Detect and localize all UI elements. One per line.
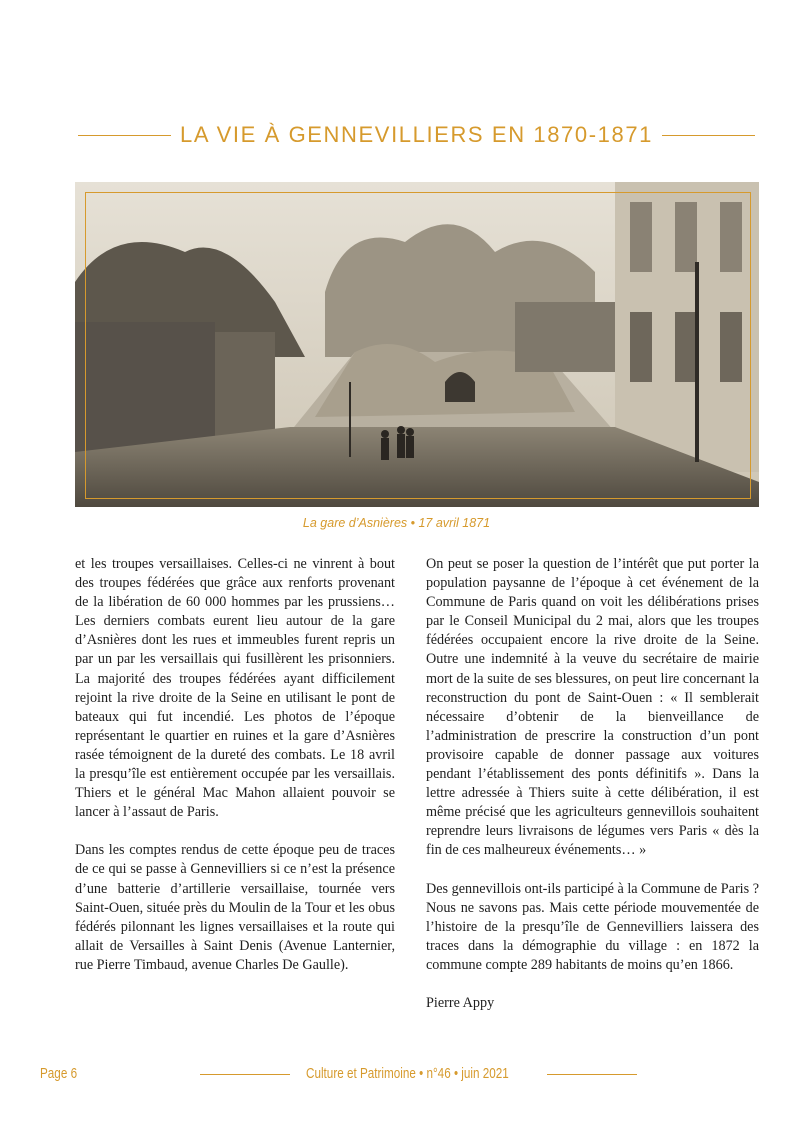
footer-rule-left bbox=[200, 1074, 290, 1075]
page-number: Page 6 bbox=[40, 1065, 78, 1082]
page-footer bbox=[0, 1063, 793, 1087]
paragraph: On peut se poser la question de l’intérêt que put porter la population paysanne de l’époque à cet événement de la Commune de Paris quand on voit les délibérations prises par le Conseil Municipal du 2 mai, alors que les troupes fédérées occupaient encore la rive droite de la Seine. Outre une indemnité à la veuve du secrétaire de mairie mort de la suite de ses blessures, on peut lire concernant la reconstruction du pont de Saint-Ouen : « Il semblerait nécessaire d’obtenir de la bienveillance de l’administration de prescrire la construction d’un pont provisoire capable de donner passage aux voitures pendant l’établissement des ponts définitifs ». Dans la lettre adressée à Thiers suite à cette délibération, il est même précisé que les agriculteurs gennevillois souhaitent reprendre leurs livraisons de légumes vers Paris « dès la fin de ces malheureux événements… » bbox=[426, 556, 759, 859]
page-title: LA VIE À GENNEVILLIERS EN 1870-1871 bbox=[180, 122, 654, 147]
paragraph: Dans les comptes rendus de cette époque peu de traces de ce qui se passe à Gennevilliers si ce n’est la présence d’une batterie d’artillerie versaillaise, tournée vers Saint-Ouen, située près du Moulin de la Tour et les obus fédérés pilonnant les lignes versaillaises et la route qui allait de Versailles à Saint Denis (Avenue Lanternier, rue Pierre Timbaud, avenue Charles De Gaulle). bbox=[75, 842, 395, 973]
page-header bbox=[78, 120, 755, 150]
photo-caption: La gare d’Asnières • 17 avril 1871 bbox=[302, 516, 491, 530]
header-rule-right bbox=[662, 135, 755, 136]
header-rule-left bbox=[78, 135, 171, 136]
photo-illustration bbox=[75, 182, 759, 507]
paragraph: Des gennevillois ont-ils participé à la Commune de Paris ? Nous ne savons pas. Mais cette période mouvementée de l’histoire de la presqu’île de Gennevilliers laissera des traces dans la démographie du village : en 1872 la commune compte 289 habitants de moins qu’en 1866. bbox=[426, 880, 759, 973]
footer-rule-right bbox=[547, 1074, 637, 1075]
historical-photo bbox=[75, 182, 759, 507]
publication-info: Culture et Patrimoine • n°46 • juin 2021 bbox=[306, 1065, 509, 1082]
author-signature: Pierre Appy bbox=[426, 994, 495, 1011]
paragraph: et les troupes versaillaises. Celles-ci ne vinrent à bout des troupes fédérées que grâce aux renforts provenant de la libération de 60 000 hommes par les prussiens… Les derniers combats eurent lieu autour de la gare d’Asnières dont les rues et immeubles furent repris un par un par les versaillais qui fusillèrent les prisonniers. La majorité des troupes fédérées ayant difficilement rejoint la rive droite de la Seine en utilisant le pont de bateaux qui fut incendié. Les photos de l’époque représentant le quartier en ruines et la gare d’Asnières rasée témoignent de la dureté des combats. Le 18 avril la presqu’île est entièrement occupée par les versaillais. Thiers et le général Mac Mahon allaient pouvoir se lancer à l’assaut de Paris. bbox=[75, 556, 395, 821]
article-column-left bbox=[75, 555, 395, 994]
article-column-right bbox=[426, 555, 759, 1032]
